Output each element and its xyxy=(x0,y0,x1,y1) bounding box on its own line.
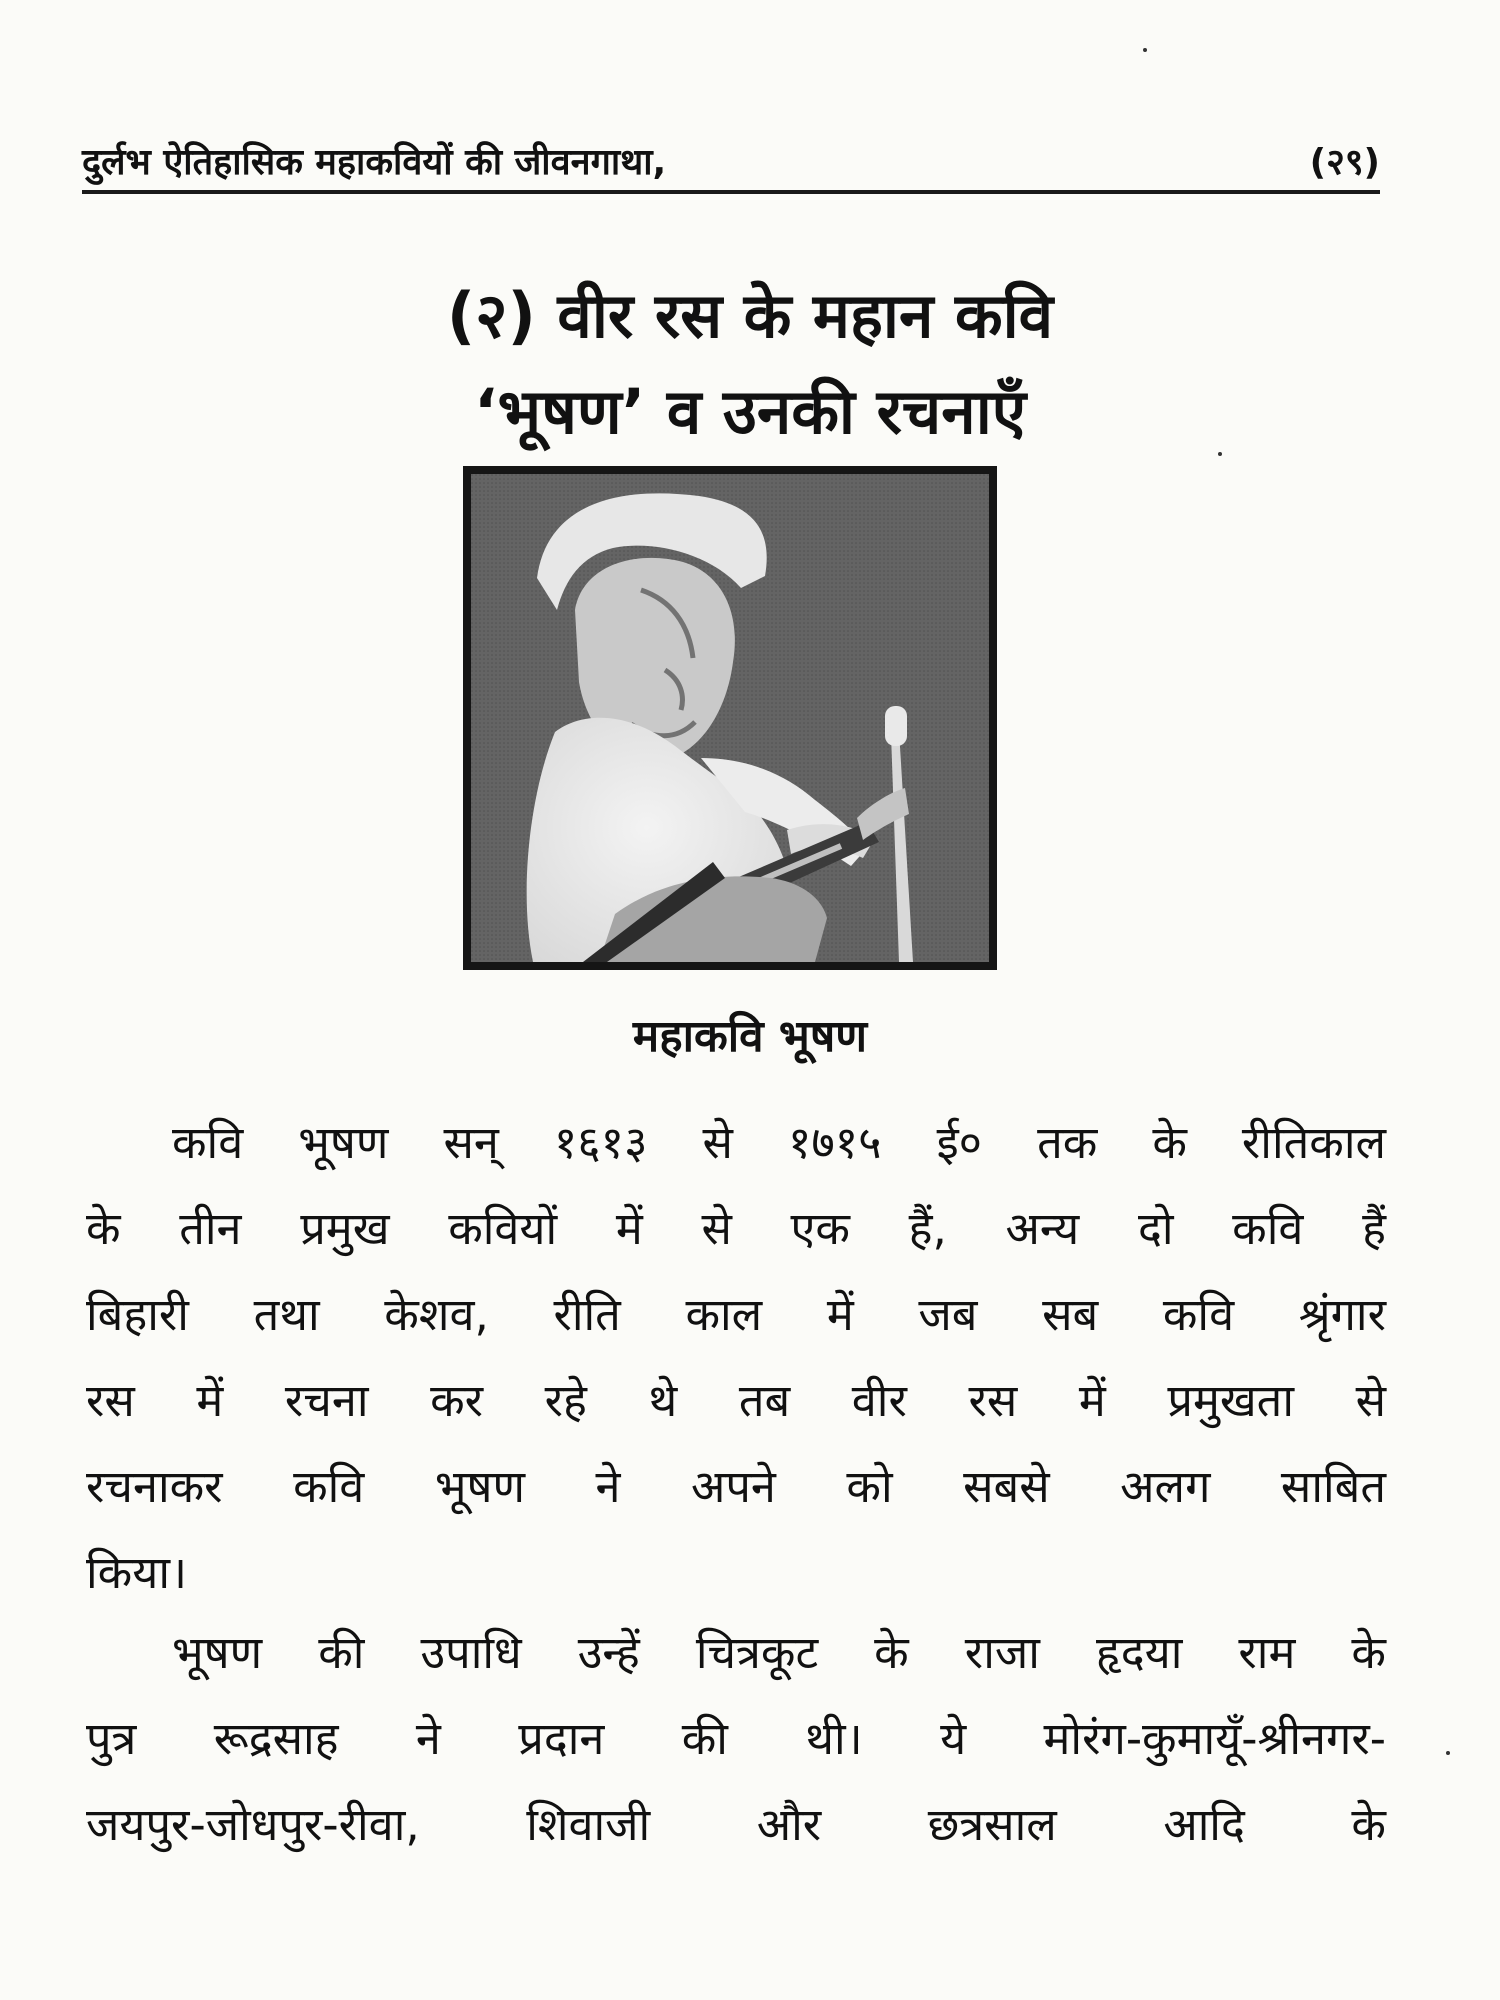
paragraph-line: बिहारी तथा केशव, रीति काल में जब सब कवि श्रृंगार xyxy=(86,1288,1386,1341)
print-speck xyxy=(1143,48,1147,52)
paragraph-line: किया। xyxy=(86,1546,188,1599)
paragraph-line: पुत्र रूद्रसाह ने प्रदान की थी। ये मोरंग-कुमायूँ-श्रीनगर- xyxy=(86,1712,1386,1765)
paragraph-2 xyxy=(86,1610,1386,1868)
paragraph-line: जयपुर-जोधपुर-रीवा, शिवाजी और छत्रसाल आदि के xyxy=(86,1798,1386,1851)
running-title: दुर्लभ ऐतिहासिक महाकवियों की जीवनगाथा, xyxy=(82,142,667,183)
chapter-title-line-2: ‘भूषण’ व उनकी रचनाएँ xyxy=(473,375,1027,448)
paragraph-line: रस में रचना कर रहे थे तब वीर रस में प्रमुखता से xyxy=(86,1374,1386,1427)
chapter-title-line-1: (२) वीर रस के महान कवि xyxy=(446,279,1054,352)
figure-caption: महाकवि भूषण xyxy=(632,1011,868,1062)
paragraph-1 xyxy=(86,1100,1386,1616)
paragraph-line: के तीन प्रमुख कवियों में से एक हैं, अन्य दो कवि हैं xyxy=(86,1202,1386,1255)
paragraph-line: रचनाकर कवि भूषण ने अपने को सबसे अलग साबित xyxy=(86,1460,1386,1513)
page-header xyxy=(82,132,1380,194)
page-number: (२९) xyxy=(1309,142,1380,183)
paragraph-line: कवि भूषण सन् १६१३ से १७१५ ई० तक के रीतिकाल xyxy=(172,1116,1386,1169)
portrait-illustration xyxy=(471,474,989,962)
poet-portrait xyxy=(463,466,997,970)
paragraph-line: भूषण की उपाधि उन्हें चित्रकूट के राजा हृदया राम के xyxy=(172,1626,1386,1679)
chapter-title xyxy=(0,268,1500,460)
print-speck xyxy=(1446,1751,1450,1755)
